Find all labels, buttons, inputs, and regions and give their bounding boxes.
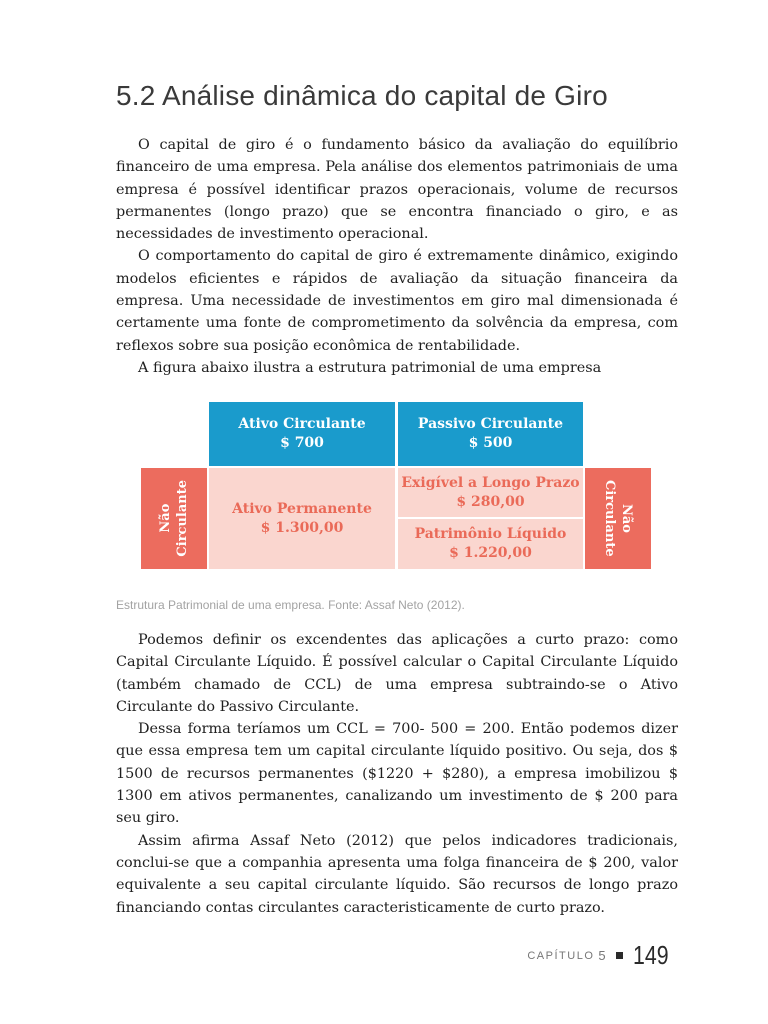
paragraph: A figura abaixo ilustra a estrutura patrimonial de uma empresa bbox=[138, 359, 602, 376]
left-side-label bbox=[157, 480, 191, 557]
ativo-permanente-value: $ 1.300,00 bbox=[260, 519, 344, 536]
left-side-label-line2: Circulante bbox=[175, 480, 190, 557]
paragraph: Podemos definir os excendentes das aplicações a curto prazo: como Capital Circulante Líquido. É possível calcular o Capital Circulante Líquido (também chamado de CCL) de uma empresa subtraindo-se o Ativo Circulante do Passivo Circulante. bbox=[116, 632, 678, 715]
paragraph: Assim afirma Assaf Neto (2012) que pelos indicadores tradicionais, conclui-se que a companhia apresenta uma folga financeira de $ 200, valor equivalente a seu capital circulante líquido. São recursos de longo prazo financiando contas circulantes caracteristicamente de curto prazo. bbox=[116, 832, 678, 916]
exigivel-longo-prazo-label: Exigível a Longo Prazo bbox=[401, 474, 580, 491]
right-side-label-line1: Não bbox=[619, 504, 634, 533]
ativo-circulante-cell bbox=[209, 402, 395, 466]
ativo-permanente-label: Ativo Permanente bbox=[232, 500, 372, 517]
chapter-label: CAPÍTULO bbox=[527, 949, 595, 962]
right-side-label-line2: Circulante bbox=[602, 480, 617, 557]
ativo-circulante-label: Ativo Circulante bbox=[238, 416, 366, 432]
page-footer bbox=[527, 940, 676, 971]
page-number: 149 bbox=[632, 940, 669, 970]
left-side-label-box bbox=[141, 468, 207, 569]
figure-caption: Estrutura Patrimonial de uma empresa. Fonte: Assaf Neto (2012). bbox=[116, 598, 465, 612]
passivo-circulante-cell bbox=[398, 402, 583, 466]
right-side-label bbox=[601, 480, 635, 557]
left-side-label-line1: Não bbox=[158, 504, 173, 533]
paragraph: O comportamento do capital de giro é extremamente dinâmico, exigindo modelos eficientes e rápidos de avaliação da situação financeira da empresa. Uma necessidade de investimentos em giro mal dimensionada é certamente uma fonte de comprometimento da solvência da empresa, com reflexos sobre sua posição econômica de rentabilidade. bbox=[116, 248, 678, 354]
square-bullet-icon bbox=[616, 952, 623, 959]
passivo-circulante-label: Passivo Circulante bbox=[417, 416, 564, 432]
ativo-circulante-value: $ 700 bbox=[280, 435, 324, 451]
exigivel-longo-prazo-cell bbox=[398, 468, 583, 517]
paragraph: O capital de giro é o fundamento básico da avaliação do equilíbrio financeiro de uma empresa. Pela análise dos elementos patrimoniais de uma empresa é possível identificar prazos operacionais, volume de recursos permanentes (longo prazo) que se encontra financiado o giro, e as necessidades de investimento operacional. bbox=[116, 137, 678, 243]
chapter-number: 5 bbox=[598, 948, 606, 963]
passivo-circulante-value: $ 500 bbox=[468, 435, 513, 451]
analysis-paragraphs bbox=[116, 629, 678, 919]
patrimonio-liquido-cell bbox=[398, 519, 583, 569]
exigivel-longo-prazo-value: $ 280,00 bbox=[456, 493, 525, 510]
intro-paragraphs bbox=[116, 134, 678, 379]
ativo-permanente-cell bbox=[209, 468, 395, 569]
right-side-label-box bbox=[585, 468, 651, 569]
patrimonio-liquido-label: Patrimônio Líquido bbox=[414, 526, 567, 542]
patrimonio-liquido-value: $ 1.220,00 bbox=[449, 545, 532, 561]
paragraph: Dessa forma teríamos um CCL = 700- 500 = 200. Então podemos dizer que essa empresa tem um capital circulante líquido positivo. Ou seja, dos $ 1500 de recursos permanentes ($1220 + $280), a empresa imobilizou $ 1300 em ativos permanentes, canalizando um investimento de $ 200 para seu giro. bbox=[116, 721, 678, 827]
section-title: 5.2 Análise dinâmica do capital de Giro bbox=[116, 80, 608, 111]
